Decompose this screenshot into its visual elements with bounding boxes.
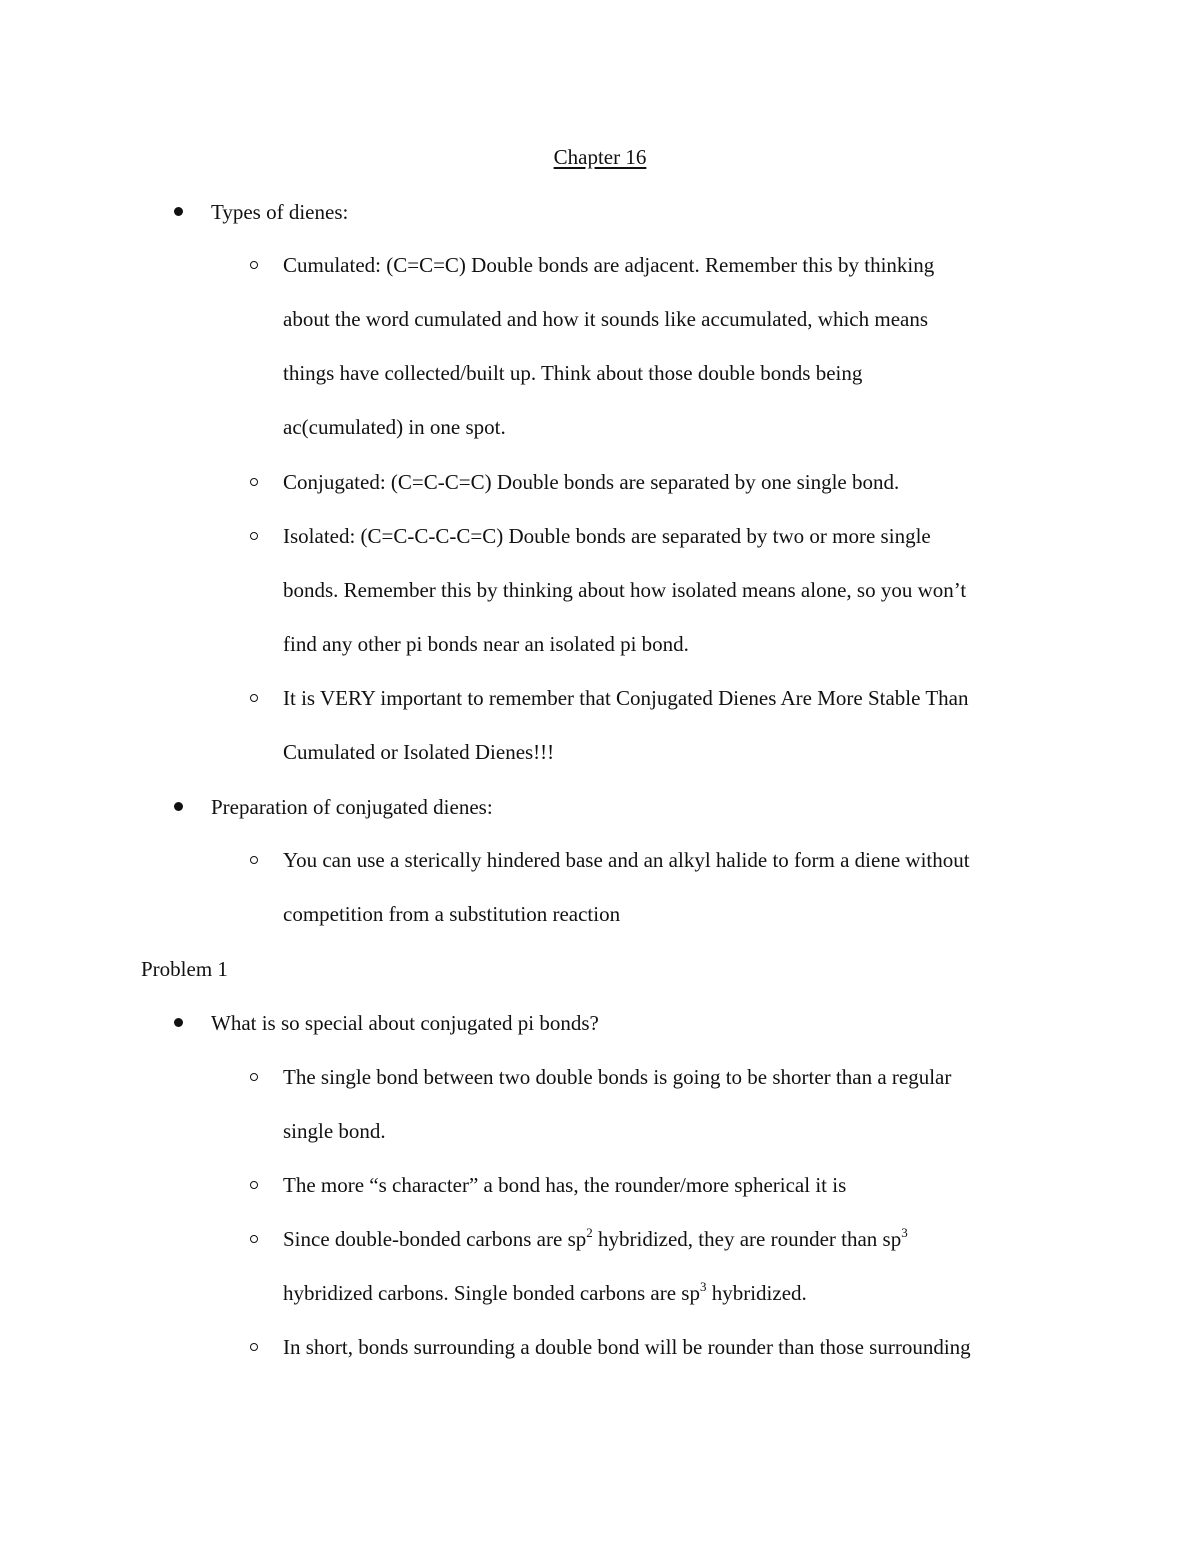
types-of-dienes-heading: Types of dienes: [211,200,349,224]
s-character-line: The more “s character” a bond has, the rounder/more spherical it is [283,1173,847,1197]
hollow-bullet-icon [250,261,258,269]
important-line-1: It is VERY important to remember that Conjugated Dienes Are More Stable Than [283,686,969,710]
single-bond-line-2: single bond. [283,1119,386,1143]
hollow-bullet-icon [250,1343,258,1351]
problem-question: What is so special about conjugated pi bonds? [211,1011,599,1035]
isolated-line-2: bonds. Remember this by thinking about how isolated means alone, so you won’t [283,578,967,602]
filled-bullet-icon [174,802,183,811]
isolated-line-3: find any other pi bonds near an isolated pi bond. [283,632,689,656]
isolated-line-1: Isolated: (C=C-C-C-C=C) Double bonds are separated by two or more single [283,524,931,548]
problem-label: Problem 1 [141,957,228,981]
hybrid-line-1: Since double-bonded carbons are $sp^2$ hybridized, they are rounder than $sp^3$ [283,1225,908,1251]
important-line-2: Cumulated or Isolated Dienes!!! [283,740,555,764]
superscript-3: 3 [699,1279,707,1294]
base-line-2: competition from a substitution reaction [283,902,621,926]
hybrid-line-2: hybridized carbons. Single bonded carbons are $sp^3$ hybridized. [283,1279,807,1305]
superscript-2: 2 [586,1225,593,1240]
base-line-1: You can use a sterically hindered base and an alkyl halide to form a diene without [283,848,970,872]
cumulated-line-2: about the word cumulated and how it sounds like accumulated, which means [283,307,929,331]
in-short-line: In short, bonds surrounding a double bond will be rounder than those surrounding [283,1335,971,1359]
hollow-bullet-icon [250,1181,258,1189]
conjugated-line: Conjugated: (C=C-C=C) Double bonds are separated by one single bond. [283,470,900,494]
cumulated-line-4: ac(cumulated) in one spot. [283,415,506,439]
filled-bullet-icon [174,207,183,216]
hollow-bullet-icon [250,1235,258,1243]
cumulated-line-1: Cumulated: (C=C=C) Double bonds are adjacent. Remember this by thinking [283,253,935,277]
filled-bullet-icon [174,1018,183,1027]
hollow-bullet-icon [250,856,258,864]
superscript-3: 3 [901,1225,908,1240]
cumulated-line-3: things have collected/built up. Think about those double bonds being [283,361,863,385]
hollow-bullet-icon [250,532,258,540]
hollow-bullet-icon [250,694,258,702]
hollow-bullet-icon [250,478,258,486]
single-bond-line-1: The single bond between two double bonds is going to be shorter than a regular [283,1065,952,1089]
hollow-bullet-icon [250,1073,258,1081]
preparation-heading: Preparation of conjugated dienes: [211,795,493,819]
chapter-title: Chapter 16 [553,145,647,169]
